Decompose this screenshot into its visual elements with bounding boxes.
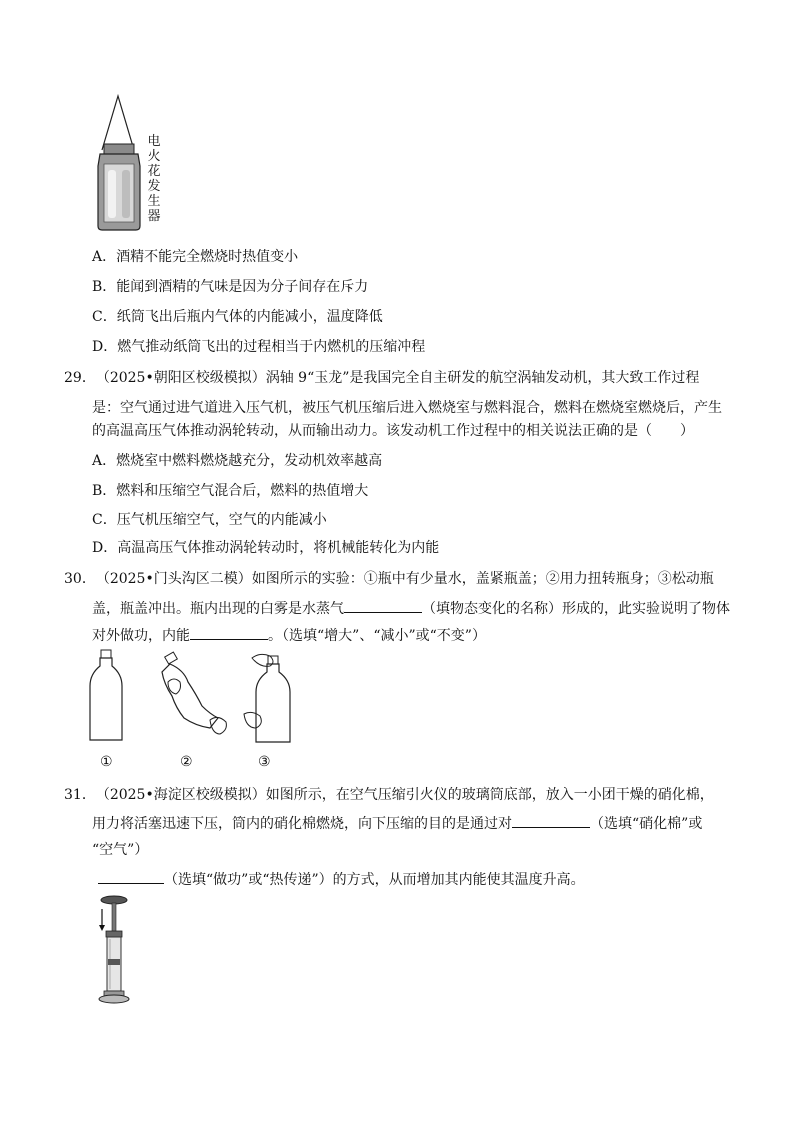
figure-label-3: ③ [258, 754, 271, 770]
spark-generator-label: 电 火 花 发 生 器 [147, 134, 161, 224]
figure-label-1: ① [100, 754, 113, 770]
option-b: B．能闻到酒精的气味是因为分子间存在斥力 [92, 279, 369, 295]
option-b: B．燃料和压缩空气混合后，燃料的热值增大 [92, 483, 369, 499]
answer-blank[interactable] [98, 869, 164, 884]
question-30-line-1: 30．（2025•门头沟区二模）如图所示的实验：①瓶中有少量水，盖紧瓶盖；②用力扭转瓶身；③松动瓶 [64, 571, 714, 587]
question-29-line-3: 的高温高压气体推动涡轮转动，从而输出动力。该发动机工作过程中的相关说法正确的是（ ） [92, 423, 694, 439]
answer-blank[interactable] [512, 813, 590, 828]
question-29-line-1: 29．（2025•朝阳区校级模拟）涡轴 9“玉龙”是我国完全自主研发的航空涡轴发动机，其大致工作过程 [64, 370, 700, 386]
option-d: D．高温高压气体推动涡轮转动时，将机械能转化为内能 [92, 540, 440, 556]
question-31-line-2: 用力将活塞迅速下压，筒内的硝化棉燃烧，向下压缩的目的是通过对 （选填“硝化棉”或 [92, 813, 702, 834]
question-31-line-3: “空气”） [92, 842, 149, 858]
question-30-line-3: 对外做功，内能 。（选填“增大”、“减小”或“不变”） [92, 625, 486, 646]
compression-igniter-figure [94, 895, 134, 1007]
answer-blank[interactable] [190, 625, 268, 640]
answer-blank[interactable] [344, 598, 422, 613]
option-c: C．纸筒飞出后瓶内气体的内能减小，温度降低 [92, 309, 383, 325]
question-30-line-2: 盖，瓶盖冲出。瓶内出现的白雾是水蒸气 （填物态变化的名称）形成的，此实验说明了物体 [92, 598, 730, 619]
question-31-line-1: 31．（2025•海淀区校级模拟）如图所示，在空气压缩引火仪的玻璃筒底部，放入一小团干燥的硝化棉， [64, 787, 714, 803]
question-31-line-4: （选填“做功”或“热传递”）的方式，从而增加其内能使其温度升高。 [98, 869, 585, 890]
option-a: A．燃烧室中燃料燃烧越充分，发动机效率越高 [92, 453, 383, 469]
question-29-line-2: 是：空气通过进气道进入压气机，被压气机压缩后进入燃烧室与燃料混合，燃料在燃烧室燃烧后，产生 [92, 400, 722, 416]
option-c: C．压气机压缩空气，空气的内能减小 [92, 512, 327, 528]
figure-label-2: ② [180, 754, 193, 770]
option-d: D．燃气推动纸筒飞出的过程相当于内燃机的压缩冲程 [92, 339, 426, 355]
option-a: A．酒精不能完全燃烧时热值变小 [92, 249, 299, 265]
bottles-figure [84, 648, 304, 748]
